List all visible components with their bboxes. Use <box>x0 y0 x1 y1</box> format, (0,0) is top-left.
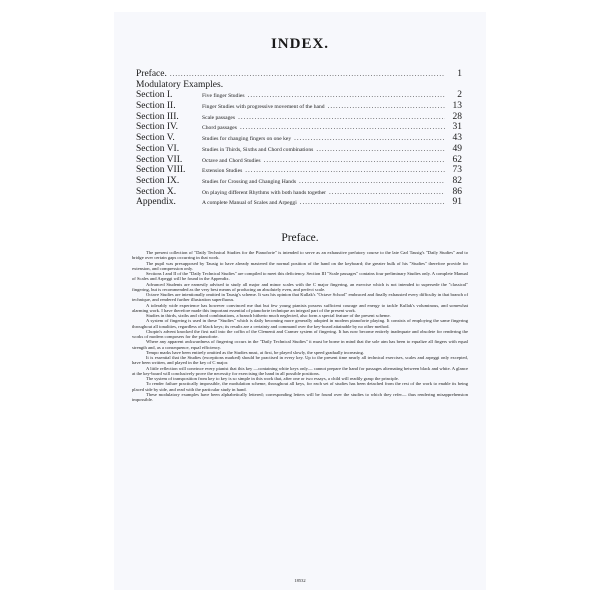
toc-entry <box>136 90 462 101</box>
toc-section-label: Section IX. <box>136 175 180 186</box>
toc-leader-dots <box>316 144 445 155</box>
preface-paragraph: A tolerably wide experience has however convinced me that but few young pianists possess sufficient courage and energy to tackle Kullak's voluminous, and somewhat alarming work. I have therefore made this important essential of pianoforte technique an integral part of the present work. <box>132 302 468 313</box>
toc-description: Studies for Crossing and Changing Hands <box>202 178 297 185</box>
toc-section-label: Section X. <box>136 186 177 197</box>
preface-paragraph: Studies in thirds, sixths and chord combinations, a branch hitherto much neglected, also form a special feature of the present scheme. <box>146 313 391 318</box>
toc-page-number: 49 <box>452 143 462 154</box>
toc-leader-dots <box>248 90 445 101</box>
toc-page-number: 73 <box>452 165 462 176</box>
preface-paragraph: A little reflection will convince every pianist that this key —containing white keys only— cannot prepare the hand for passages alternating between black and white. A glance at the key-board will conclusively prove the necessity for exercising the hand in all possible positions. <box>132 365 468 376</box>
preface-paragraph: The pupil was presupposed by Tausig to have already mastered the normal position of the hand on the keyboard; the greater bulk of his "Studies" therefore provide for extension, and compression only. <box>132 260 468 271</box>
toc-section-label: Section I. <box>136 90 173 101</box>
preface-paragraph: The present collection of "Daily Technical Studies for the Pianoforte" is intended to serve as an exhaustive prefatory course to the late Carl Tausig's "Daily Studies" and to bridge over certain gaps occurring in that work. <box>132 250 468 261</box>
preface-paragraph: Where any apparent awkwardness of fingering occurs in the "Daily Technical Studies" it must be borne in mind that the sole aim has been to equalize all fingers with equal strength and, as a consequence, equal efficiency. <box>132 339 468 350</box>
toc-page-number: 43 <box>452 133 462 144</box>
preface-paragraph: It is essential that the Studies (exceptions marked) should be practised in every key. Up to the present time nearly all technical exercises, scales and arpeggi only excepted, have been written, and played in the key of C major. <box>132 355 468 366</box>
preface-title: Preface. <box>281 232 319 244</box>
preface-paragraph: To render failure practically impossible, the modulation scheme, throughout all keys, for each set of studies has been detached from the rest of the work to enable its being placed side by side, and read with the particular study in hand. <box>132 381 468 392</box>
toc-leader-dots <box>329 187 445 198</box>
preface-paragraph: Tempo marks have been entirely omitted as the Studies must, at first, be played slowly, the speed gradually increasing. <box>146 349 365 355</box>
toc-entry <box>136 101 462 112</box>
toc-section-label: Section VI. <box>136 143 180 154</box>
preface-body <box>132 250 468 402</box>
toc-page-number: 28 <box>452 111 462 122</box>
toc-entry <box>136 176 462 187</box>
toc-leader-dots <box>299 176 445 187</box>
toc-leader-dots <box>245 165 445 176</box>
preface-paragraph: Sections I and II of the "Daily Technical Studies" are compiled to meet this deficiency. Section III "Scale passages" contains four preliminary Studies only. A complete Manual of Scales and Arpeggi will be found in the Appendix. <box>132 271 468 282</box>
toc-section-label: Section VIII. <box>136 165 186 176</box>
toc-section-label: Preface. <box>136 69 167 79</box>
table-of-contents <box>136 69 462 208</box>
toc-page-number: 1 <box>457 69 462 79</box>
toc-leader-dots <box>240 122 445 133</box>
preface-paragraph: Advanced Students are earnestly advised to study all major and minor scales with the C major fingering, an exercise which is not intended to supersede the "classical" fingering, but is recommended as the very best means of producing an absolutely even, and perfect scale. <box>132 281 468 292</box>
toc-entry <box>136 133 462 144</box>
preface-paragraph: Octave Studies are intentionally omitted in Tausig's scheme. It was his opinion that Kullak's "Octave School" embraced and finally exhausted every difficulty in that branch of technique, and rendered further illustration superfluous. <box>132 292 468 303</box>
toc-description: A complete Manual of Scales and Arpeggi <box>202 200 297 207</box>
toc-description: Scale passages <box>202 114 236 121</box>
toc-entry <box>136 122 462 133</box>
toc-page-number: 13 <box>452 101 462 112</box>
toc-description: Chord passages <box>202 125 237 132</box>
toc-page-number: 31 <box>452 122 462 133</box>
toc-description: Octave and Chord Studies <box>202 157 261 164</box>
book-page <box>114 12 486 590</box>
toc-page-number: 86 <box>452 186 462 197</box>
preface-paragraph: Chopin's advent knocked the first nail into the coffin of the Clementi and Cramer system of fingering. It has now become entirely inadequate and obsolete for rendering the works of modern composers for the pianoforte. <box>132 328 468 339</box>
toc-entry <box>136 155 462 166</box>
toc-section-label: Section II. <box>136 101 176 112</box>
toc-page-number: 91 <box>452 197 462 208</box>
toc-section-label: Section III. <box>136 111 179 122</box>
toc-entry <box>136 80 462 91</box>
preface-paragraph: The system of transposition from key to key is so simple in this work that, after one or two essays, a child will readily grasp the principle. <box>146 376 399 381</box>
toc-page-number: 62 <box>452 154 462 165</box>
toc-description: Studies in Thirds, Sixths and Chord combinations <box>202 146 314 153</box>
toc-section-label: Section VII. <box>136 154 183 165</box>
toc-entry <box>136 197 462 208</box>
toc-section-label: Appendix. <box>136 197 176 208</box>
toc-description: Extension Studies <box>202 168 243 175</box>
toc-page-number: 82 <box>452 175 462 186</box>
toc-leader-dots <box>328 101 445 112</box>
toc-entry <box>136 165 462 176</box>
preface-paragraph: These modulatory examples have been alphabetically lettered; corresponding letters will be found over the studies to which they refer— thus rendering misapprehension impossible. <box>132 391 468 402</box>
toc-description: Five finger Studies <box>202 93 245 100</box>
toc-leader-dots <box>294 133 445 144</box>
toc-leader-dots <box>264 155 445 166</box>
toc-description: On playing different Rhythms with both hands together <box>202 189 327 196</box>
toc-page-number: 2 <box>457 90 462 101</box>
toc-description: Finger Studies with progressive movement of the hand <box>202 104 325 111</box>
toc-entry <box>136 112 462 123</box>
toc-section-label: Section V. <box>136 133 175 144</box>
toc-section-label: Modulatory Examples. <box>136 79 224 90</box>
preface-paragraph: A system of fingering is used in these "Studies" which is daily becoming more generally adopted in modern pianoforte playing. It consists of employing the same fingering throughout all tonalities, regardless of black keys; its results are a certainty and command over the key-board attainable by no other method. <box>132 318 468 329</box>
toc-leader-dots <box>300 197 445 208</box>
toc-leader-dots <box>170 69 445 80</box>
toc-leader-dots <box>238 112 445 123</box>
plate-number: 18532 <box>294 578 306 583</box>
toc-entry <box>136 144 462 155</box>
toc-description: Studies for changing fingers on one key <box>202 136 292 143</box>
toc-entry <box>136 69 462 80</box>
index-title: INDEX. <box>270 36 330 52</box>
toc-entry <box>136 187 462 198</box>
toc-section-label: Section IV. <box>136 122 179 133</box>
